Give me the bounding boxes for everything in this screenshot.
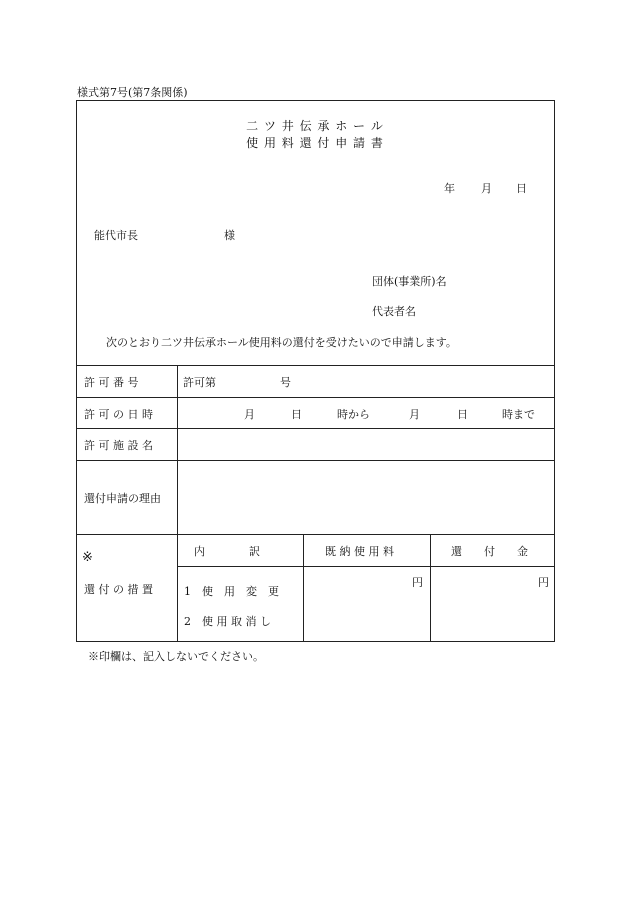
permit-time-from: 時から — [337, 408, 370, 421]
official-use-mark: ※ — [82, 550, 93, 565]
form-title-line2: 使 用 料 還 付 申 請 書 — [246, 136, 384, 150]
measure-item-cancel: 2 使 用 取 消 し — [184, 615, 271, 628]
column-divider — [177, 365, 178, 642]
row-divider — [177, 566, 555, 567]
permit-month-start: 月 — [244, 408, 255, 421]
representative-label: 代表者名 — [372, 305, 416, 318]
paid-fee-yen-unit: 円 — [412, 576, 423, 589]
row-divider — [76, 428, 555, 429]
permit-number-label: 許 可 番 号 — [84, 376, 139, 389]
organization-label: 団体(事業所)名 — [372, 275, 447, 288]
refund-yen-unit: 円 — [538, 576, 549, 589]
date-month-label: 月 — [481, 182, 492, 195]
permit-day-start: 日 — [291, 408, 302, 421]
breakdown-column-header: 内 訳 — [194, 545, 260, 558]
refund-measures-label: 還 付 の 措 置 — [84, 583, 153, 596]
addressee-honorific: 様 — [224, 229, 235, 242]
permit-time-until: 時まで — [502, 408, 535, 421]
application-statement: 次のとおり二ツ井伝承ホール使用料の還付を受けたいので申請します。 — [106, 336, 457, 349]
permit-day-end: 日 — [457, 408, 468, 421]
form-title-line1: 二 ツ 井 伝 承 ホ ー ル — [246, 119, 384, 133]
measure-item-change: 1 使 用 変 更 — [184, 585, 279, 598]
column-divider — [430, 534, 431, 642]
permit-month-end: 月 — [409, 408, 420, 421]
row-divider — [76, 365, 555, 366]
date-day-label: 日 — [516, 182, 527, 195]
refund-amount-column-header: 還 付 金 — [451, 545, 528, 558]
footnote: ※印欄は、記入しないでください。 — [88, 650, 264, 663]
refund-reason-label: 還付申請の理由 — [84, 492, 161, 505]
column-divider — [303, 534, 304, 642]
row-divider — [76, 460, 555, 461]
permit-number-suffix: 号 — [280, 376, 291, 389]
date-year-label: 年 — [444, 182, 455, 195]
form-number: 様式第7号(第7条関係) — [77, 86, 188, 99]
paid-fee-column-header: 既 納 使 用 料 — [325, 545, 394, 558]
addressee-name: 能代市長 — [94, 229, 138, 242]
row-divider — [76, 534, 555, 535]
permit-number-prefix: 許可第 — [183, 376, 216, 389]
row-divider — [76, 397, 555, 398]
facility-label: 許 可 施 設 名 — [84, 439, 153, 452]
permit-datetime-label: 許 可 の 日 時 — [84, 408, 153, 421]
